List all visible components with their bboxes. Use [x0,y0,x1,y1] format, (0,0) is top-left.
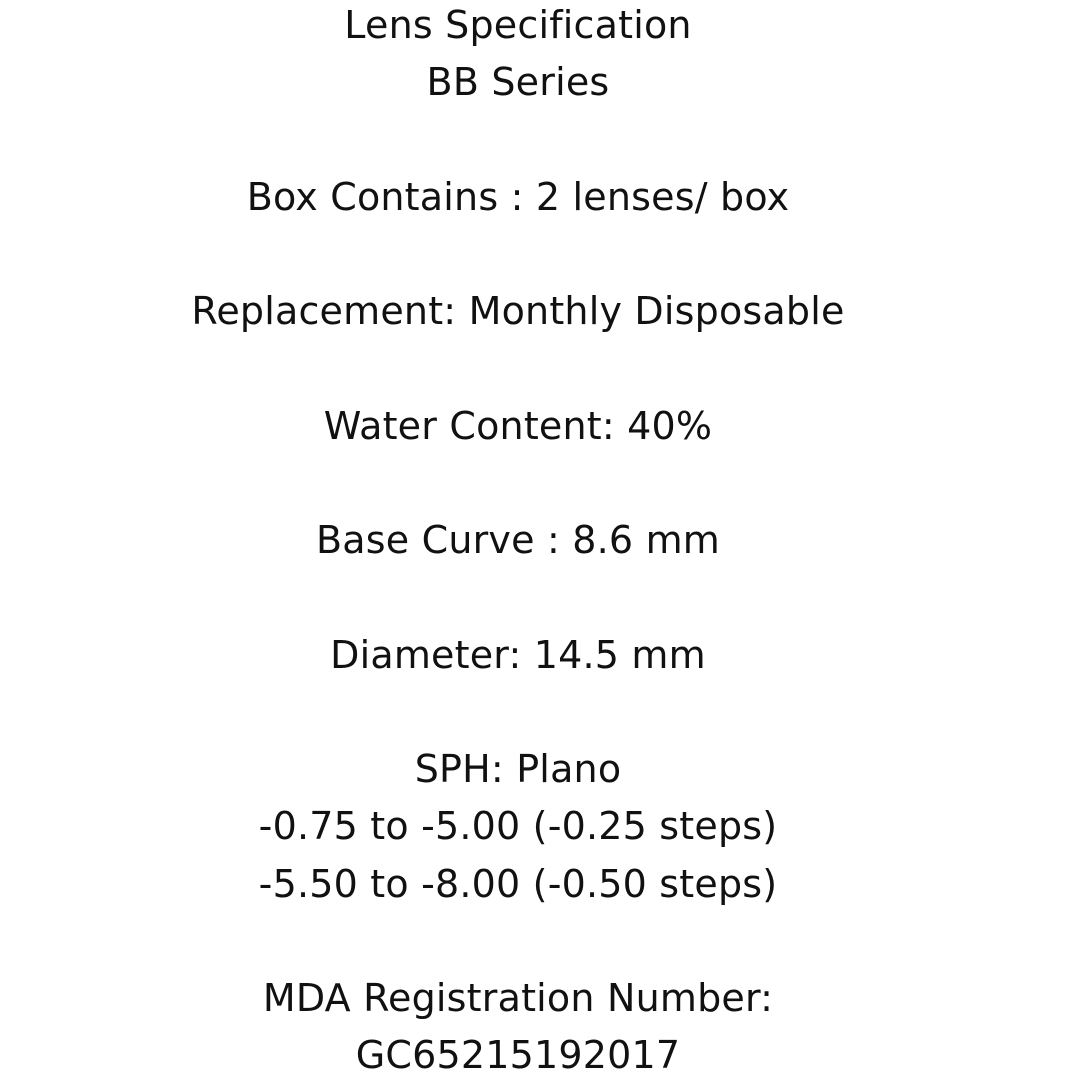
water-content-text: Water Content: 40% [323,404,713,448]
mda-registration-number: GC65215192017 [355,1033,681,1077]
replacement-text: Replacement: Monthly Disposable [191,289,845,333]
sph-range-2: -5.50 to -8.00 (-0.50 steps) [258,862,778,906]
series-name: BB Series [426,60,610,104]
sph-range-1: -0.75 to -5.00 (-0.25 steps) [258,804,778,848]
box-contains-text: Box Contains : 2 lenses/ box [246,175,790,219]
base-curve-text: Base Curve : 8.6 mm [315,518,721,562]
diameter-text: Diameter: 14.5 mm [330,633,706,677]
sph-label: SPH: Plano [414,747,622,791]
page-title: Lens Specification [344,3,692,47]
mda-registration-label: MDA Registration Number: [262,976,774,1020]
